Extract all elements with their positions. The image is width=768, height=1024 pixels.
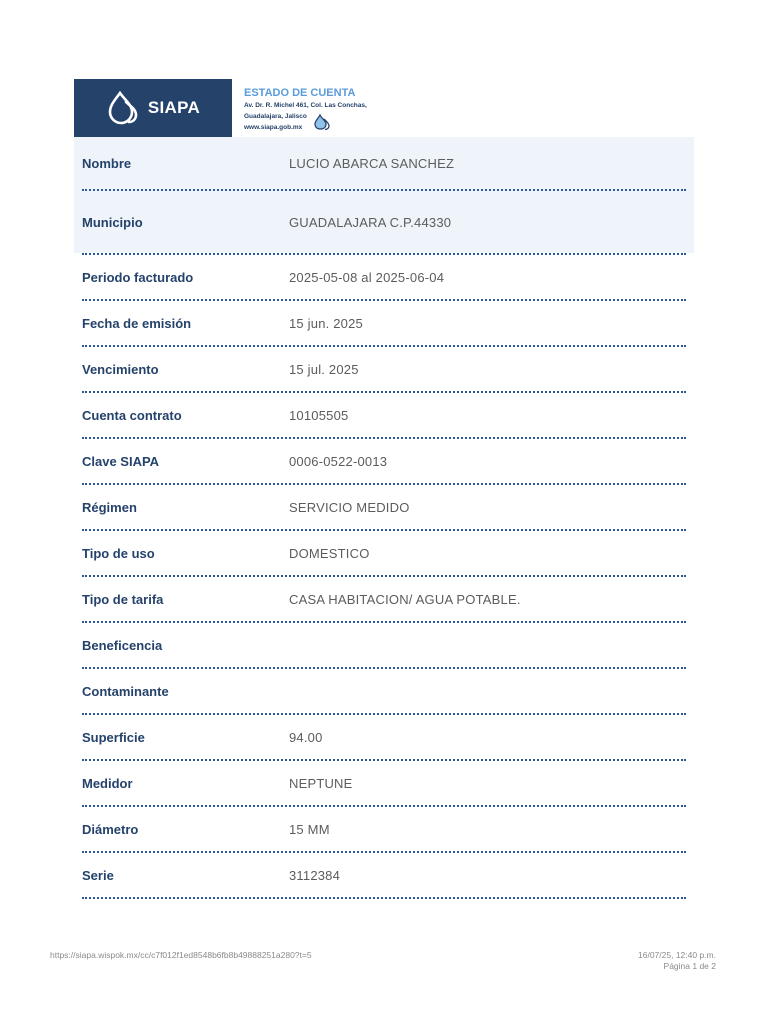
row-label: Clave SIAPA	[82, 453, 160, 469]
row-label: Superficie	[82, 729, 145, 745]
row-tipo-de-tarifa	[82, 577, 686, 623]
row-label: Municipio	[82, 214, 143, 230]
row-label: Vencimiento	[82, 361, 159, 377]
row-vencimiento	[82, 347, 686, 393]
row-value: DOMESTICO	[289, 545, 370, 561]
header-info	[244, 86, 544, 133]
row-label: Diámetro	[82, 821, 139, 837]
row-clave-siapa	[82, 439, 686, 485]
row-value: 2025-05-08 al 2025-06-04	[289, 269, 445, 285]
row-label: Nombre	[82, 155, 132, 171]
row-label: Cuenta contrato	[82, 407, 182, 423]
row-label: Periodo facturado	[82, 269, 194, 285]
row-beneficencia	[82, 623, 686, 669]
row-medidor	[82, 761, 686, 807]
footer-meta	[638, 950, 716, 972]
row-value: LUCIO ABARCA SANCHEZ	[289, 155, 455, 171]
account-details-table	[82, 137, 686, 899]
row-label: Tipo de uso	[82, 545, 155, 561]
row-value: 15 MM	[289, 821, 330, 837]
row-diametro	[82, 807, 686, 853]
row-label: Fecha de emisión	[82, 315, 192, 331]
row-contaminante	[82, 669, 686, 715]
document-header	[74, 79, 694, 137]
statement-title: ESTADO DE CUENTA	[244, 87, 356, 99]
logo-text: SIAPA	[147, 98, 201, 117]
row-value: SERVICIO MEDIDO	[289, 499, 410, 515]
row-serie	[82, 853, 686, 899]
row-label: Régimen	[82, 499, 137, 515]
footer-datetime: 16/07/25, 12:40 p.m.	[638, 950, 716, 960]
row-value: 0006-0522-0013	[289, 453, 388, 469]
row-label: Beneficencia	[82, 637, 163, 653]
row-regimen	[82, 485, 686, 531]
row-label: Contaminante	[82, 683, 169, 699]
address-line-1: Av. Dr. R. Michel 461, Col. Las Conchas,	[244, 102, 367, 109]
siapa-logo	[74, 79, 232, 137]
footer-url: https://siapa.wispok.mx/cc/c7f012f1ed8548b6fb8b49888251a280?t=5	[50, 950, 312, 960]
row-value: NEPTUNE	[289, 775, 353, 791]
row-municipio	[82, 191, 686, 255]
row-value: 15 jul. 2025	[289, 361, 359, 377]
row-label: Tipo de tarifa	[82, 591, 164, 607]
row-value: 10105505	[289, 407, 349, 423]
address-line-2: Guadalajara, Jalisco	[244, 113, 307, 120]
row-value: CASA HABITACION/ AGUA POTABLE.	[289, 591, 521, 607]
row-value: GUADALAJARA C.P.44330	[289, 214, 452, 230]
row-value: 3112384	[289, 867, 341, 883]
row-value: 15 jun. 2025	[289, 315, 363, 331]
row-periodo-facturado	[82, 255, 686, 301]
footer-page-number: Página 1 de 2	[663, 961, 716, 971]
row-nombre	[82, 137, 686, 191]
row-fecha-emision	[82, 301, 686, 347]
row-cuenta-contrato	[82, 393, 686, 439]
row-label: Serie	[82, 867, 114, 883]
water-drop-icon	[106, 90, 140, 126]
row-tipo-de-uso	[82, 531, 686, 577]
row-superficie	[82, 715, 686, 761]
row-label: Medidor	[82, 775, 133, 791]
row-value: 94.00	[289, 729, 323, 745]
website-text: www.siapa.gob.mx	[244, 124, 303, 131]
water-drop-small-icon	[313, 113, 331, 131]
